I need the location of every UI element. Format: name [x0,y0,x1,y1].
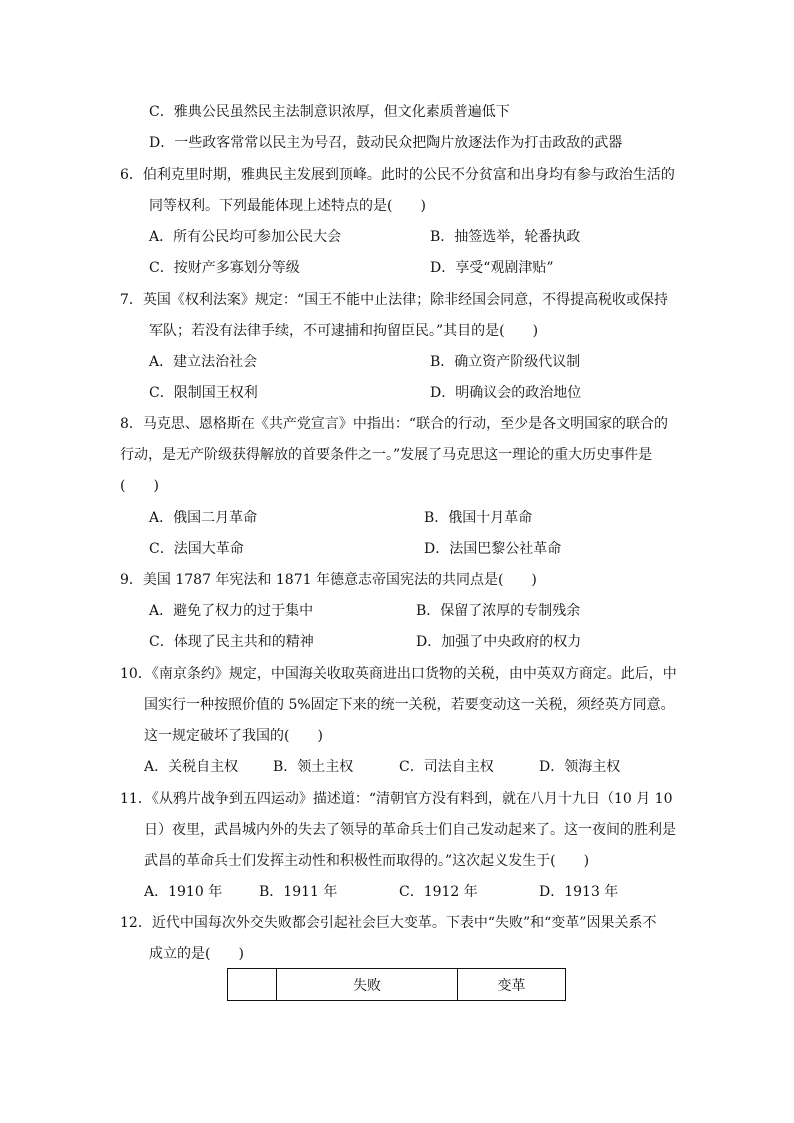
q7-option-b: B．确立资产阶级代议制 [430,354,581,370]
q6-option-d: D．享受“观剧津贴” [430,260,554,276]
table-header-index [228,969,277,1001]
q11-option-d: D．1913 年 [539,884,619,900]
q8-option-c: C．法国大革命 [149,541,244,557]
table-header-failure: 失败 [277,969,458,1001]
q12-stem-line1: 12．近代中国每次外交失败都会引起社会巨大变革。下表中“失败”和“变革”因果关系不 [120,915,657,931]
q10-option-c: C．司法自主权 [399,759,494,775]
q7-stem-line2: 军队；若没有法律手续，不可逮捕和拘留臣民。”其目的是( ) [149,323,539,339]
q6-option-a: A．所有公民均可参加公民大会 [149,229,342,245]
q5-option-c: C．雅典公民虽然民主法制意识浓厚，但文化素质普遍低下 [149,104,510,120]
q9-option-a: A．避免了权力的过于集中 [149,603,314,619]
q12-table [227,968,566,1001]
q11-stem-line2: 日）夜里，武昌城内外的失去了领导的革命兵士们自己发动起来了。这一夜间的胜利是 [144,822,676,838]
q12-stem-line2: 成立的是( ) [149,946,244,962]
q5-option-d: D．一些政客常常以民主为号召，鼓动民众把陶片放逐法作为打击政敌的武器 [149,135,623,151]
q9-option-d: D．加强了中央政府的权力 [416,634,582,650]
q9-option-b: B．保留了浓厚的专制残余 [416,603,581,619]
q11-option-b: B．1911 年 [259,884,338,900]
q6-stem-line2: 同等权利。下列最能体现上述特点的是( ) [149,198,426,214]
q7-stem-line1: 7．英国《权利法案》规定：“国王不能中止法律；除非经国会同意，不得提高税收或保持 [120,292,669,308]
table-header-reform: 变革 [458,969,566,1001]
q8-option-b: B．俄国十月革命 [424,510,533,526]
q10-stem-line3: 这一规定破坏了我国的( ) [144,728,323,744]
q8-stem-line2: 行动，是无产阶级获得解放的首要条件之一。”发展了马克思这一理论的重大历史事件是 [120,447,653,463]
q6-option-b: B．抽签选举，轮番执政 [430,229,581,245]
q11-option-a: A．1910 年 [144,884,223,900]
q10-option-a: A．关税自主权 [144,759,239,775]
q11-stem-line3: 武昌的革命兵士们发挥主动性和积极性而取得的。”这次起义发生于( ) [144,853,590,869]
q10-stem-line1: 10．《南京条约》规定，中国海关收取英商进出口货物的关税，由中英双方商定。此后，中 [120,666,677,682]
table-header-row [228,969,566,1001]
q8-option-a: A．俄国二月革命 [149,510,258,526]
q6-option-c: C．按财产多寡划分等级 [149,260,300,276]
q9-stem-line1: 9．美国 1787 年宪法和 1871 年德意志帝国宪法的共同点是( ) [120,572,537,588]
q7-option-a: A．建立法治社会 [149,354,258,370]
q11-option-c: C．1912 年 [399,884,478,900]
q11-stem-line1: 11．《从鸦片战争到五四运动》描述道：“清朝官方没有料到，就在八月十九日（10 月 10 [120,791,673,807]
q6-stem-line1: 6．伯利克里时期，雅典民主发展到顶峰。此时的公民不分贫富和出身均有参与政治生活的 [120,167,675,183]
q10-option-d: D．领海主权 [539,759,621,775]
q8-option-d: D．法国巴黎公社革命 [424,541,562,557]
q8-stem-line1: 8．马克思、恩格斯在《共产党宣言》中指出：“联合的行动，至少是各文明国家的联合的 [120,416,669,432]
q8-stem-line3: ( ) [120,478,159,494]
q7-option-d: D．明确议会的政治地位 [430,385,582,401]
q7-option-c: C．限制国王权利 [149,385,258,401]
q9-option-c: C．体现了民主共和的精神 [149,634,314,650]
q10-stem-line2: 国实行一种按照价值的 5%固定下来的统一关税，若要变动这一关税，须经英方同意。 [144,697,675,713]
q10-option-b: B．领土主权 [273,759,354,775]
